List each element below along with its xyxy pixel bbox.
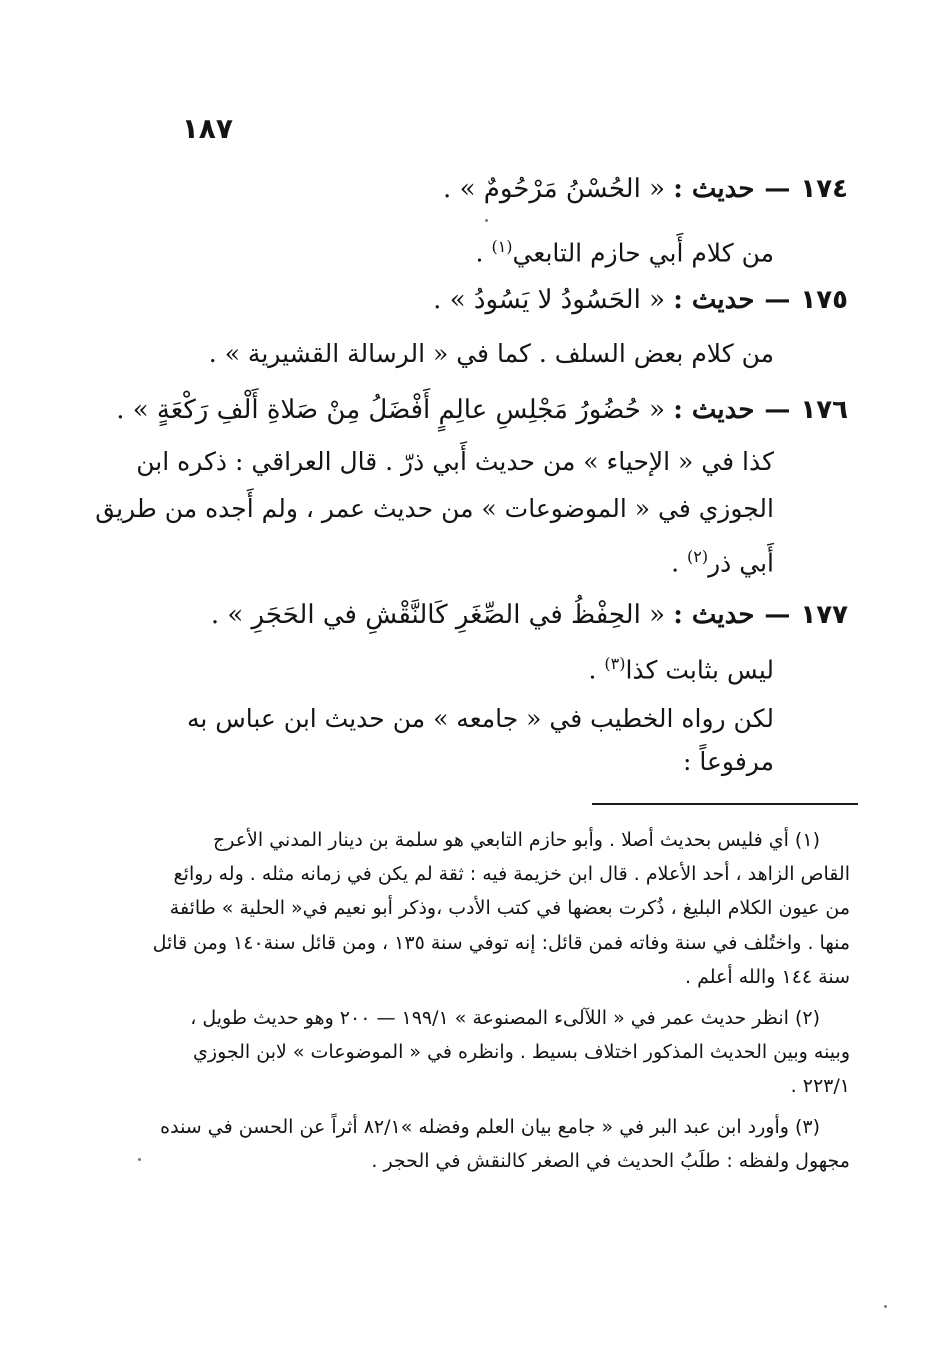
footnote-1-line-3: من عيون الكلام البليغ ، ذُكرت بعضها في كتب الأدب ،وذكر أبو نعيم في« الحلية » طائفة: [169, 897, 850, 919]
page-number: ١٨٧: [181, 112, 233, 145]
footnote-1-line-2: القاص الزاهد ، أحد الأعلام . قال ابن خزيمة فيه : ثقة لم يكن في زمانه مثله . وله روائع: [173, 863, 850, 885]
hadith-text: « الحَسُودُ لا يَسُودُ » .: [433, 285, 665, 315]
scan-speck: [138, 1158, 141, 1161]
entry-177-line-1: [588, 647, 774, 687]
footnote-3-line-2: مجهول ولفظه : طلَبُ الحديث في الصغر كالنقش في الحجر .: [371, 1150, 850, 1172]
line-text: أَبي ذر: [708, 548, 774, 578]
entry-177-heading: [211, 598, 848, 632]
footnote-divider: [592, 803, 858, 805]
entry-177-line-3: مرفوعاً :: [683, 747, 774, 776]
entry-177-line-2: لكن رواه الخطيب في « جامعه » من حديث ابن عباس به: [186, 704, 774, 733]
line-tail: .: [588, 655, 605, 685]
footnote-ref: (٢): [687, 547, 709, 566]
entry-dash: —: [764, 600, 791, 630]
entry-label: حديث :: [673, 285, 755, 315]
hadith-text: « حُضُورُ مَجْلِسِ عالِمٍ أَفْضَلُ مِنْ صَلاةِ أَلْفِ رَكْعَةٍ » .: [116, 395, 665, 425]
entry-dash: —: [764, 285, 791, 315]
entry-dash: —: [764, 174, 791, 204]
entry-number: ١٧٧: [800, 600, 848, 630]
scan-speck: [485, 219, 488, 222]
footnote-2-line-1: (٢) انظر حديث عمر في « اللآلىء المصنوعة » ١٩٩/١ — ٢٠٠ وهو حديث طويل ،: [190, 1007, 820, 1029]
entry-175-heading: [433, 283, 848, 317]
footnote-1-line-4: منها . واختُلف في سنة وفاته فمن قائل: إنه توفي سنة ١٣٥ ، ومن قائل سنة١٤٠ ومن قائل: [152, 932, 850, 954]
entry-176-heading: [116, 393, 848, 427]
footnote-1-line-5: سنة ١٤٤ والله أعلم .: [685, 966, 850, 988]
scan-speck: [884, 1305, 887, 1308]
entry-175-line-1: من كلام بعض السلف . كما في « الرسالة القشيرية » .: [208, 339, 774, 368]
entry-number: ١٧٤: [800, 174, 848, 204]
entry-176-line-2: الجوزي في « الموضوعات » من حديث عمر ، ولم أَجده من طريق: [95, 494, 774, 523]
entry-174-heading: [443, 172, 848, 206]
line-tail: .: [671, 548, 687, 578]
footnote-2-line-3: ٢٢٣/١ .: [790, 1075, 850, 1097]
entry-label: حديث :: [673, 174, 755, 204]
entry-dash: —: [764, 395, 791, 425]
hadith-text: « الحُسْنُ مَرْحُومٌ » .: [443, 174, 665, 204]
hadith-text: « الحِفْظُ في الصِّغَرِ كَالنَّقْشِ في الحَجَرِ » .: [210, 600, 665, 630]
entry-label: حديث :: [673, 395, 755, 425]
entry-label: حديث :: [673, 600, 755, 630]
footnote-1-line-1: (١) أي فليس بحديث أصلا . وأبو حازم التابعي هو سلمة بن دينار المدني الأعرج: [212, 829, 820, 851]
entry-176-line-3: [671, 540, 774, 580]
footnote-2-line-2: وبينه وبين الحديث المذكور اختلاف بسيط . وانظره في « الموضوعات » لابن الجوزي: [193, 1041, 850, 1063]
line-text: ليس بثابت كذا: [625, 655, 774, 685]
footnote-ref: (١): [491, 237, 513, 256]
entry-176-line-1: كذا في « الإحياء » من حديث أَبي ذرّ . قال العراقي : ذكره ابن: [136, 447, 774, 476]
line-text: من كلام أَبي حازم التابعي: [512, 238, 774, 268]
line-tail: .: [475, 238, 492, 268]
entry-number: ١٧٥: [800, 285, 848, 315]
footnote-ref: (٣): [604, 654, 626, 673]
entry-number: ١٧٦: [800, 395, 848, 425]
entry-174-line-1: [476, 230, 774, 270]
footnote-3-line-1: (٣) وأورد ابن عبد البر في « جامع بيان العلم وفضله »٨٢/١ أثراً عن الحسن في سنده: [160, 1116, 820, 1138]
